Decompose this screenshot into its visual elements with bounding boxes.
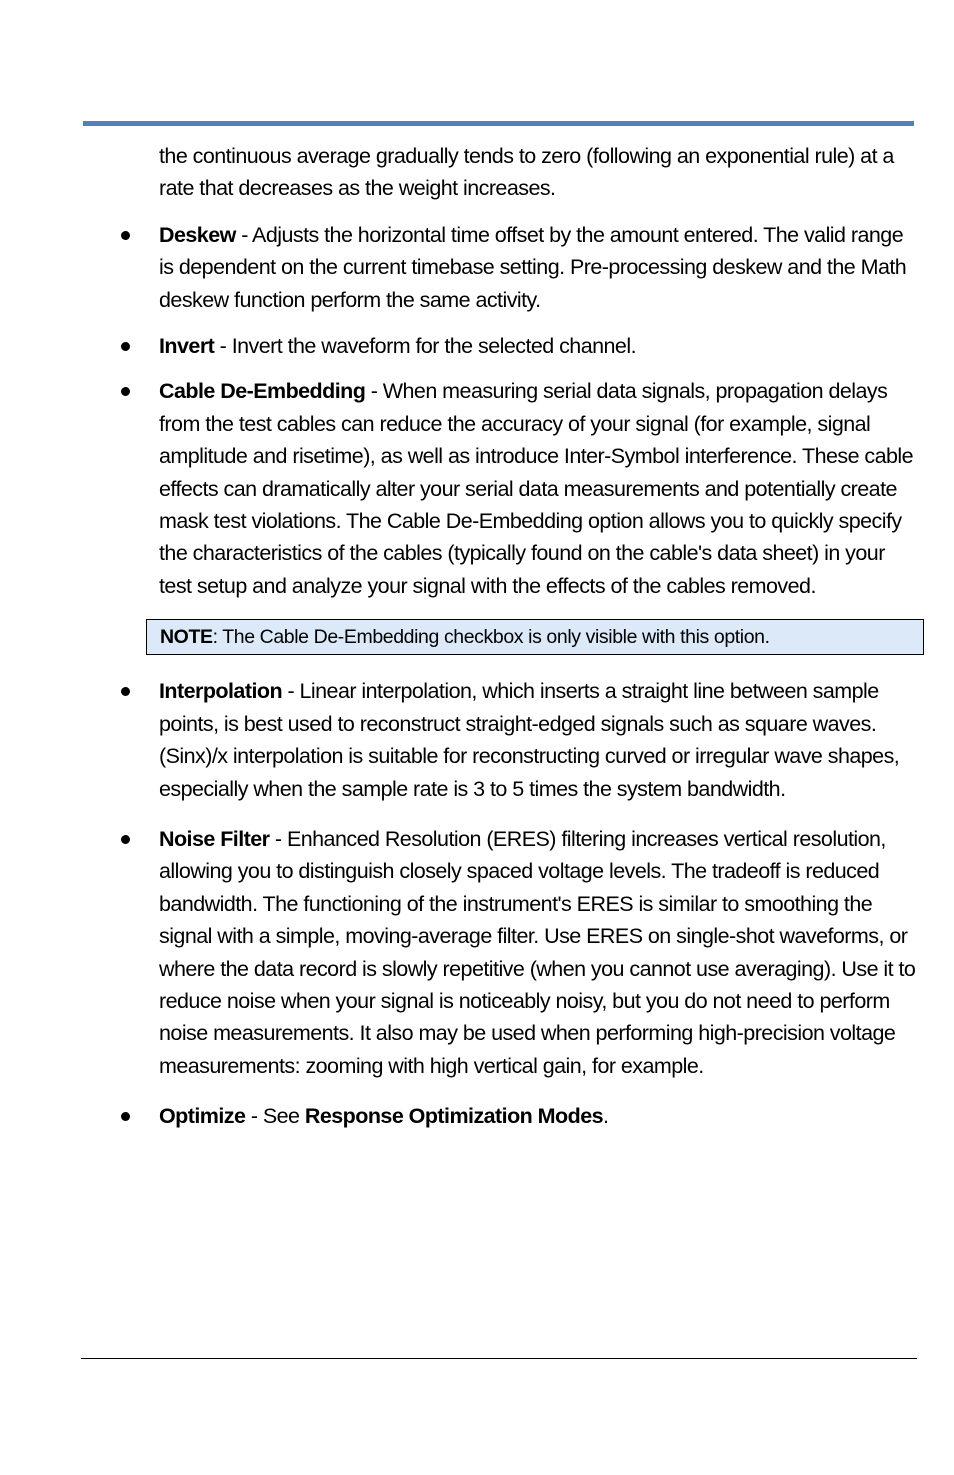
term-noise-filter: Noise Filter: [159, 826, 270, 851]
description-noise-filter: - Enhanced Resolution (ERES) filtering increases vertical resolution, allowing you to distinguish closely spaced voltage levels. The tradeoff is reduced bandwidth. The functioning of the instrument's ERES is similar to smoothing the signal with a simple, moving-average filter. Use ERES on single-shot waveforms, or where the data record is slowly repetitive (when you cannot use averaging). Use it to reduce noise when your signal is noticeably noisy, but you do not need to perform noise measurements. It also may be used when performing high-precision voltage measurements: zooming with high vertical gain, for example.: [159, 826, 916, 1078]
description-cable-de-embedding: - When measuring serial data signals, propagation delays from the test cables can reduce the accuracy of your signal (for example, signal amplitude and risetime), as well as introduce Inter-Symbol interference. These cable effects can dramatically alter your serial data measurements and potentially create mask test violations. The Cable De-Embedding option allows you to quickly specify the characteristics of the cables (typically found on the cable's data sheet) in your test setup and analyze your signal with the effects of the cables removed.: [159, 379, 914, 598]
bullet-icon: [121, 1112, 130, 1121]
footer-rule: [81, 1358, 917, 1359]
term-deskew: Deskew: [159, 222, 236, 247]
description-invert: - Invert the waveform for the selected channel.: [214, 334, 636, 359]
list-item-interpolation: [0, 675, 954, 805]
note-label: NOTE: [160, 626, 213, 649]
header-rule: [83, 121, 914, 126]
description-optimize: - See: [245, 1104, 305, 1129]
bullet-icon: [121, 342, 130, 351]
list-item-noise-filter: [0, 823, 954, 1082]
list-item-cable-de-embedding: [0, 375, 954, 602]
document-body: [0, 140, 954, 1133]
description-interpolation: - Linear interpolation, which inserts a straight line between sample points, is best used to reconstruct straight-edged signals such as square waves. (Sinx)/x interpolation is suitable for reconstructing curved or irregular wave shapes, especially when the sample rate is 3 to 5 times the system bandwidth.: [159, 679, 900, 801]
bullet-icon: [121, 687, 130, 696]
term-cable-de-embedding: Cable De-Embedding: [159, 379, 366, 404]
bullet-icon: [121, 835, 130, 844]
list-item-optimize: [0, 1100, 954, 1132]
response-optimization-modes-link[interactable]: Response Optimization Modes: [304, 1104, 604, 1129]
note-text: : The Cable De-Embedding checkbox is only visible with this option.: [212, 626, 770, 649]
term-optimize: Optimize: [159, 1104, 246, 1129]
continued-paragraph: the continuous average gradually tends to zero (following an exponential rule) at a rate that decreases as the weight increases.: [159, 144, 894, 201]
list-item-invert: [0, 330, 954, 362]
note-box: [146, 619, 924, 655]
description-optimize-end: .: [603, 1104, 609, 1129]
list-item-deskew: [0, 219, 954, 316]
term-interpolation: Interpolation: [159, 679, 283, 704]
bullet-icon: [121, 387, 130, 396]
description-deskew: - Adjusts the horizontal time offset by the amount entered. The valid range is dependent on the current timebase setting. Pre-processing deskew and the Math deskew function perform the same activity.: [159, 222, 907, 312]
term-invert: Invert: [159, 334, 215, 359]
bullet-icon: [121, 231, 130, 240]
